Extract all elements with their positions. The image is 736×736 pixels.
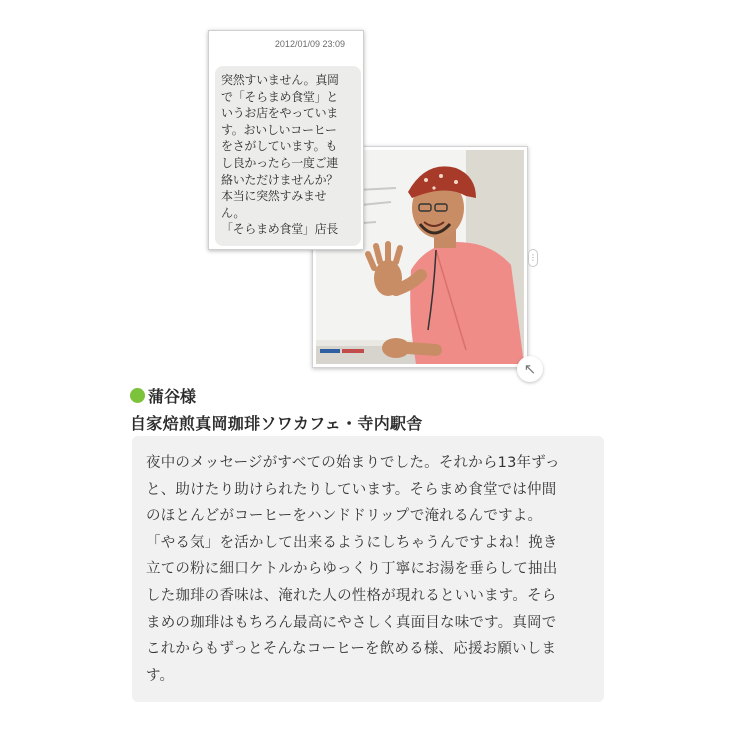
quote-line: す。 (146, 667, 175, 684)
green-dot-icon (130, 388, 145, 403)
side-grip-icon[interactable]: ⋮ (528, 249, 538, 267)
quote-line: これからもずっとそんなコーヒーを飲める様、応援お願いしま (146, 641, 557, 658)
message-line: し良かったら一度ご連 (221, 155, 339, 170)
message-line: 本当に突然すみませ (221, 189, 327, 204)
message-line: で「そらまめ食堂」と (221, 89, 339, 104)
message-line: す。おいしいコーヒー (221, 122, 337, 137)
message-line: をさがしています。も (221, 139, 338, 154)
quote-line: 夜中のメッセージがすべての始まりでした。それから13年ずっ (146, 455, 560, 471)
quote-line: まめの珈琲はもちろん最高にやさしく真面目な味です。真岡で (146, 614, 557, 631)
shop-name: 自家焙煎真岡珈琲ソワカフェ・寺内駅舎 (130, 414, 423, 433)
quote-line: 「やる気」を活かして出来るようにしちゃうんですよね！挽き (146, 534, 558, 551)
message-card (208, 30, 364, 250)
quote-box (132, 436, 604, 702)
message-timestamp: 2012/01/09 23:09 (274, 39, 345, 49)
quote-line: のほとんどがコーヒーをハンドドリップで淹れるんですよ。 (146, 508, 543, 525)
message-line: 突然すいません。真岡 (221, 73, 339, 87)
author-name: 蒲谷様 (148, 387, 197, 406)
quote-line: した珈琲の香味は、淹れた人の性格が現れるといいます。そら (146, 587, 557, 604)
quote-line: と、助けたり助けられたりしています。そらまめ食堂では仲間 (146, 481, 557, 498)
message-bubble (215, 66, 361, 246)
message-line: ん。 (221, 205, 246, 220)
message-line: 絡いただけませんか？ (221, 172, 339, 187)
quote-line: 立ての粉に細口ケトルからゆっくり丁寧にお湯を垂らして抽出 (146, 561, 558, 578)
message-line: 「そらまめ食堂」店長 (221, 222, 339, 237)
message-line: いうお店をやっていま (221, 106, 339, 121)
author-row (130, 384, 196, 407)
resize-arrow-icon[interactable]: ↖ (517, 356, 543, 382)
